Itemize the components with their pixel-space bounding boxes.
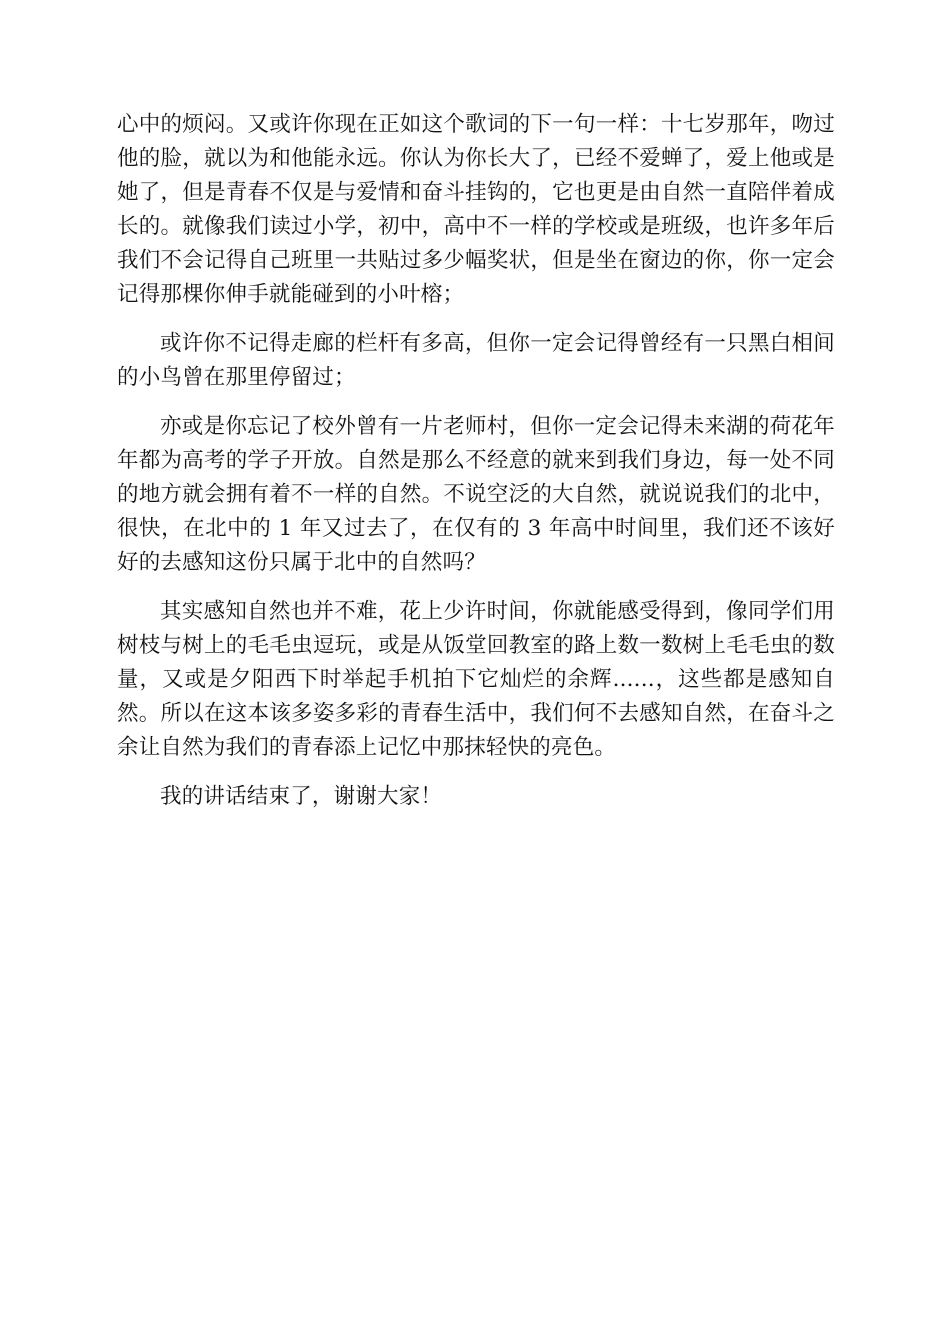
paragraph-closing: 我的讲话结束了，谢谢大家！ xyxy=(160,784,443,809)
document-page xyxy=(117,108,835,814)
paragraph-lotus-lake: 亦或是你忘记了校外曾有一片老师村，但你一定会记得未来湖的荷花年年都为高考的学子开放。自然是那么不经意的就来到我们身边，每一处不同的地方就会拥有着不一样的自然。不说空泛的大自然，就说说我们的北中，很快，在北中的 1 年又过去了，在仅有的 3 年高中时间里，我们还不该好好的去感知这份只属于北中的自然吗？ xyxy=(117,414,835,575)
paragraph-sense-nature: 其实感知自然也并不难，花上少许时间，你就能感受得到，像同学们用树枝与树上的毛毛虫逗玩，或是从饭堂回教室的路上数一数树上毛毛虫的数量，又或是夕阳西下时举起手机拍下它灿烂的余辉......，这些都是感知自然。所以在这本该多姿多彩的青春生活中，我们何不去感知自然，在奋斗之余让自然为我们的青春添上记忆中那抹轻快的亮色。 xyxy=(117,599,835,760)
paragraph-railing-bird: 或许你不记得走廊的栏杆有多高，但你一定会记得曾经有一只黑白相间的小鸟曾在那里停留过； xyxy=(117,331,835,390)
paragraph-continuation: 心中的烦闷。又或许你现在正如这个歌词的下一句一样：十七岁那年，吻过他的脸，就以为和他能永远。你认为你长大了，已经不爱蝉了，爱上他或是她了，但是青春不仅是与爱情和奋斗挂钩的，它也更是由自然一直陪伴着成长的。就像我们读过小学，初中，高中不一样的学校或是班级，也许多年后我们不会记得自己班里一共贴过多少幅奖状，但是坐在窗边的你，你一定会记得那棵你伸手就能碰到的小叶榕； xyxy=(117,112,835,307)
